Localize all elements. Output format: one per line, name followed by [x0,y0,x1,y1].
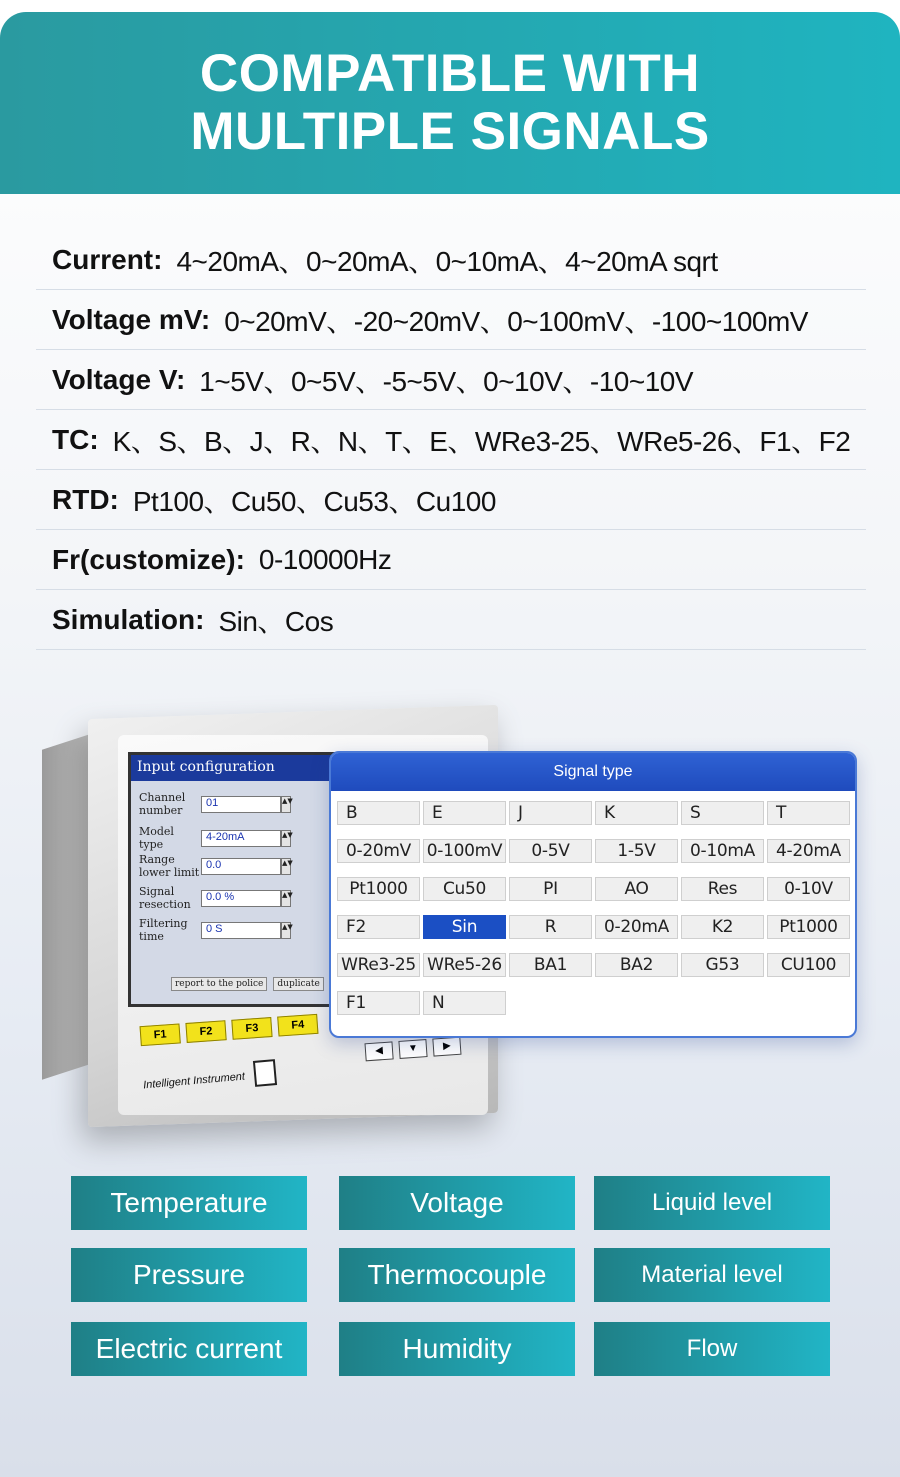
tab-report[interactable]: report to the police [171,977,267,991]
signal-option[interactable]: Pt1000 [767,915,850,939]
signal-option[interactable]: E [423,801,506,825]
spec-row-voltage-v [36,350,866,410]
field-label: Filtering time [139,917,188,943]
spinner-icon[interactable]: ▲▼ [281,796,291,813]
arrow-down-icon[interactable]: ▼ [398,1039,427,1059]
form-row-model [139,825,291,851]
model-type-field[interactable]: 4-20mA [201,830,281,847]
spec-value: Sin、Cos [218,605,334,637]
signal-option[interactable]: 0-100mV [423,839,506,863]
signal-option[interactable]: Pt1000 [337,877,420,901]
signal-option[interactable]: BA1 [509,953,592,977]
f3-key[interactable]: F3 [231,1017,272,1040]
spec-label: Voltage mV: [52,303,211,335]
signal-option[interactable]: R [509,915,592,939]
signal-option[interactable]: PI [509,877,592,901]
spec-value: 1~5V、0~5V、-5~5V、0~10V、-10~10V [199,365,694,397]
spec-label: Current: [52,243,163,275]
usb-port-icon [253,1059,277,1087]
signal-option[interactable]: Cu50 [423,877,506,901]
field-label: Model type [139,825,174,851]
signal-option[interactable]: WRe3-25 [337,953,420,977]
form-row-signal [139,885,291,911]
spec-value: 4~20mA、0~20mA、0~10mA、4~20mA sqrt [176,245,718,277]
filtering-time-field[interactable]: 0 S [201,922,281,939]
signal-option[interactable]: 0-5V [509,839,592,863]
signal-option[interactable]: F2 [337,915,420,939]
spec-row-frequency [36,530,866,590]
tag-voltage: Voltage [339,1176,575,1230]
spinner-icon[interactable]: ▲▼ [281,890,291,907]
arrow-right-icon[interactable]: ▶ [432,1037,461,1057]
form-row-channel [139,791,291,817]
headline-line-1: COMPATIBLE WITH [199,44,701,103]
signal-option[interactable]: J [509,801,592,825]
tag-flow: Flow [594,1322,830,1376]
signal-grid [337,801,853,1015]
f2-key[interactable]: F2 [185,1020,226,1043]
tag-pressure: Pressure [71,1248,307,1302]
spec-row-rtd [36,470,866,530]
spec-value: Pt100、Cu50、Cu53、Cu100 [132,485,496,517]
signal-option[interactable]: K2 [681,915,764,939]
spec-row-tc [36,410,866,470]
channel-number-field[interactable]: 01 [201,796,281,813]
spec-label: Fr(customize): [52,543,245,575]
tag-electric-current: Electric current [71,1322,307,1376]
tag-liquid-level: Liquid level [594,1176,830,1230]
spinner-icon[interactable]: ▲▼ [281,830,291,847]
field-label: Range lower limit [139,853,200,879]
spec-label: TC: [52,423,99,455]
signal-option[interactable]: K [595,801,678,825]
tag-temperature: Temperature [71,1176,307,1230]
spec-label: Simulation: [52,603,205,635]
form-row-range [139,853,291,879]
signal-option[interactable]: G53 [681,953,764,977]
spinner-icon[interactable]: ▲▼ [281,858,291,875]
spec-row-simulation [36,590,866,650]
signal-option[interactable]: 1-5V [595,839,678,863]
spec-label: RTD: [52,483,119,515]
signal-type-panel [329,751,857,1038]
signal-option[interactable]: N [423,991,506,1015]
spec-value: 0-10000Hz [258,543,392,575]
signal-option[interactable]: T [767,801,850,825]
header-banner [0,12,900,194]
signal-option[interactable]: 0-10mA [681,839,764,863]
f4-key[interactable]: F4 [277,1014,318,1037]
headline-line-2: MULTIPLE SIGNALS [190,102,710,161]
tag-thermocouple: Thermocouple [339,1248,575,1302]
signal-option[interactable]: B [337,801,420,825]
signal-option[interactable]: Sin [423,915,506,939]
spec-label: Voltage V: [52,363,186,395]
signal-option[interactable]: 0-10V [767,877,850,901]
tag-humidity: Humidity [339,1322,575,1376]
signal-option[interactable]: S [681,801,764,825]
signal-option[interactable]: 0-20mV [337,839,420,863]
signal-option[interactable]: 0-20mA [595,915,678,939]
signal-option[interactable]: BA2 [595,953,678,977]
field-label: Signal resection [139,885,191,911]
spinner-icon[interactable]: ▲▼ [281,922,291,939]
spec-value: K、S、B、J、R、N、T、E、WRe3-25、WRe5-26、F1、F2 [112,425,851,457]
panel-title: Signal type [331,753,855,791]
spec-value: 0~20mV、-20~20mV、0~100mV、-100~100mV [224,305,808,337]
tag-material-level: Material level [594,1248,830,1302]
field-label: Channel number [139,791,186,817]
arrow-left-icon[interactable]: ◀ [364,1041,393,1061]
spec-list [36,230,866,650]
signal-option[interactable]: F1 [337,991,420,1015]
signal-resection-field[interactable]: 0.0 % [201,890,281,907]
screen-title: Input configuration [131,755,475,781]
spec-row-current [36,230,866,290]
signal-option[interactable]: AO [595,877,678,901]
tab-duplicate[interactable]: duplicate [273,977,323,991]
signal-option[interactable]: CU100 [767,953,850,977]
signal-option[interactable]: 4-20mA [767,839,850,863]
signal-option[interactable]: WRe5-26 [423,953,506,977]
signal-option[interactable]: Res [681,877,764,901]
form-row-filter [139,917,291,943]
spec-row-voltage-mv [36,290,866,350]
device-brand: Intelligent Instrument [142,1070,246,1092]
range-lower-field[interactable]: 0.0 [201,858,281,875]
f1-key[interactable]: F1 [140,1023,181,1046]
